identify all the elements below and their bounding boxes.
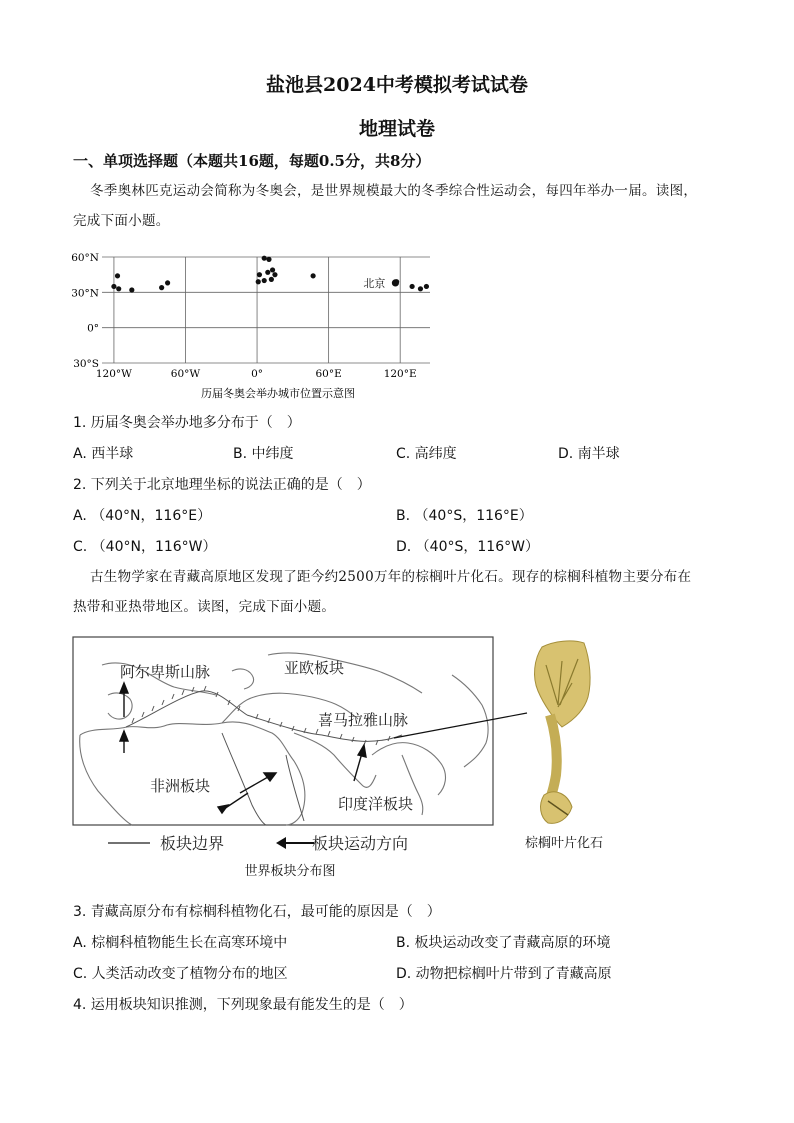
himalaya-label: 喜马拉雅山脉	[318, 711, 409, 729]
host-city-point	[262, 278, 267, 283]
beijing-label: 北京	[363, 276, 386, 290]
olympic-location-chart	[68, 245, 438, 405]
q3-option-d[interactable]: D. 动物把棕榈叶片带到了青藏高原	[396, 966, 612, 982]
passage1-line2: 完成下面小题。	[73, 213, 170, 229]
passage2-line1: 古生物学家在青藏高原地区发现了距今约2500万年的棕榈叶片化石。现存的棕榈科植物主要分布在	[90, 569, 692, 585]
y-tick-label: 60°N	[71, 252, 99, 264]
q3-option-b[interactable]: B. 板块运动改变了青藏高原的环境	[396, 935, 611, 951]
indian-plate-label: 印度洋板块	[338, 795, 414, 813]
host-city-point	[256, 279, 261, 284]
eurasia-plate-label: 亚欧板块	[284, 659, 345, 677]
host-city-point	[115, 273, 120, 278]
host-city-point	[257, 272, 262, 277]
q2-option-c[interactable]: C. （40°N，116°W）	[73, 539, 217, 555]
host-city-point	[262, 256, 267, 261]
y-tick-label: 0°	[87, 322, 99, 335]
fossil-caption: 棕榈叶片化石	[524, 836, 604, 851]
chart-labels	[71, 252, 416, 380]
q1-stem: 1. 历届冬奥会举办地多分布于（ ）	[73, 415, 301, 431]
host-city-point	[165, 280, 170, 285]
q2-option-b[interactable]: B. （40°S，116°E）	[396, 508, 533, 524]
q3-stem: 3. 青藏高原分布有棕榈科植物化石，最可能的原因是（ ）	[73, 904, 441, 920]
passage2-line2: 热带和亚热带地区。读图，完成下面小题。	[73, 599, 336, 615]
y-tick-label: 30°N	[71, 287, 99, 300]
host-city-point	[269, 277, 274, 282]
host-city-point	[265, 270, 270, 275]
map-caption: 世界板块分布图	[244, 864, 336, 879]
q4-stem: 4. 运用板块知识推测，下列现象最有能发生的是（ ）	[73, 997, 413, 1013]
host-city-point	[311, 273, 316, 278]
alps-label: 阿尔卑斯山脉	[120, 663, 211, 681]
direction-legend-label: 板块运动方向	[312, 834, 409, 853]
host-city-point	[111, 284, 116, 289]
q2-option-d[interactable]: D. （40°S，116°W）	[396, 539, 539, 555]
host-city-point	[116, 286, 121, 291]
x-tick-label: 120°W	[95, 368, 132, 380]
host-city-point	[272, 272, 277, 277]
host-city-point	[410, 284, 415, 289]
q2-option-a[interactable]: A. （40°N，116°E）	[73, 508, 212, 524]
x-tick-label: 120°E	[383, 368, 417, 380]
host-city-point	[266, 257, 271, 262]
africa-plate-label: 非洲板块	[150, 777, 211, 795]
section-heading: 一、单项选择题（本题共16题，每题0.5分，共8分）	[73, 152, 431, 170]
x-tick-label: 0°	[251, 368, 264, 380]
host-city-point	[394, 279, 399, 284]
q1-option-b[interactable]: B. 中纬度	[233, 446, 294, 462]
x-tick-label: 60°W	[170, 368, 201, 380]
host-city-point	[418, 286, 423, 291]
q1-option-a[interactable]: A. 西半球	[73, 446, 134, 462]
q2-stem: 2. 下列关于北京地理坐标的说法正确的是（ ）	[73, 477, 371, 493]
exam-title: 盐池县2024中考模拟考试试卷	[266, 74, 528, 96]
plate-map-figure	[72, 635, 612, 885]
q3-option-c[interactable]: C. 人类活动改变了植物分布的地区	[73, 966, 288, 982]
y-tick-label: 30°S	[73, 358, 99, 370]
chart-caption: 历届冬奥会举办城市位置示意图	[201, 387, 355, 400]
boundary-legend-label: 板块边界	[160, 834, 225, 853]
passage1-line1: 冬季奥林匹克运动会简称为冬奥会，是世界规模最大的冬季综合性运动会，每四年举办一届。读图，	[90, 183, 698, 199]
x-tick-label: 60°E	[315, 368, 342, 380]
host-city-point	[129, 287, 134, 292]
palm-fossil-image	[535, 641, 591, 823]
host-city-point	[159, 285, 164, 290]
exam-subtitle: 地理试卷	[358, 118, 435, 140]
q1-option-d[interactable]: D. 南半球	[558, 446, 620, 462]
q1-option-c[interactable]: C. 高纬度	[396, 446, 457, 462]
q3-option-a[interactable]: A. 棕榈科植物能生长在高寒环境中	[73, 935, 288, 951]
host-city-point	[270, 267, 275, 272]
direction-legend-arrow	[276, 837, 286, 849]
host-city-point	[424, 284, 429, 289]
